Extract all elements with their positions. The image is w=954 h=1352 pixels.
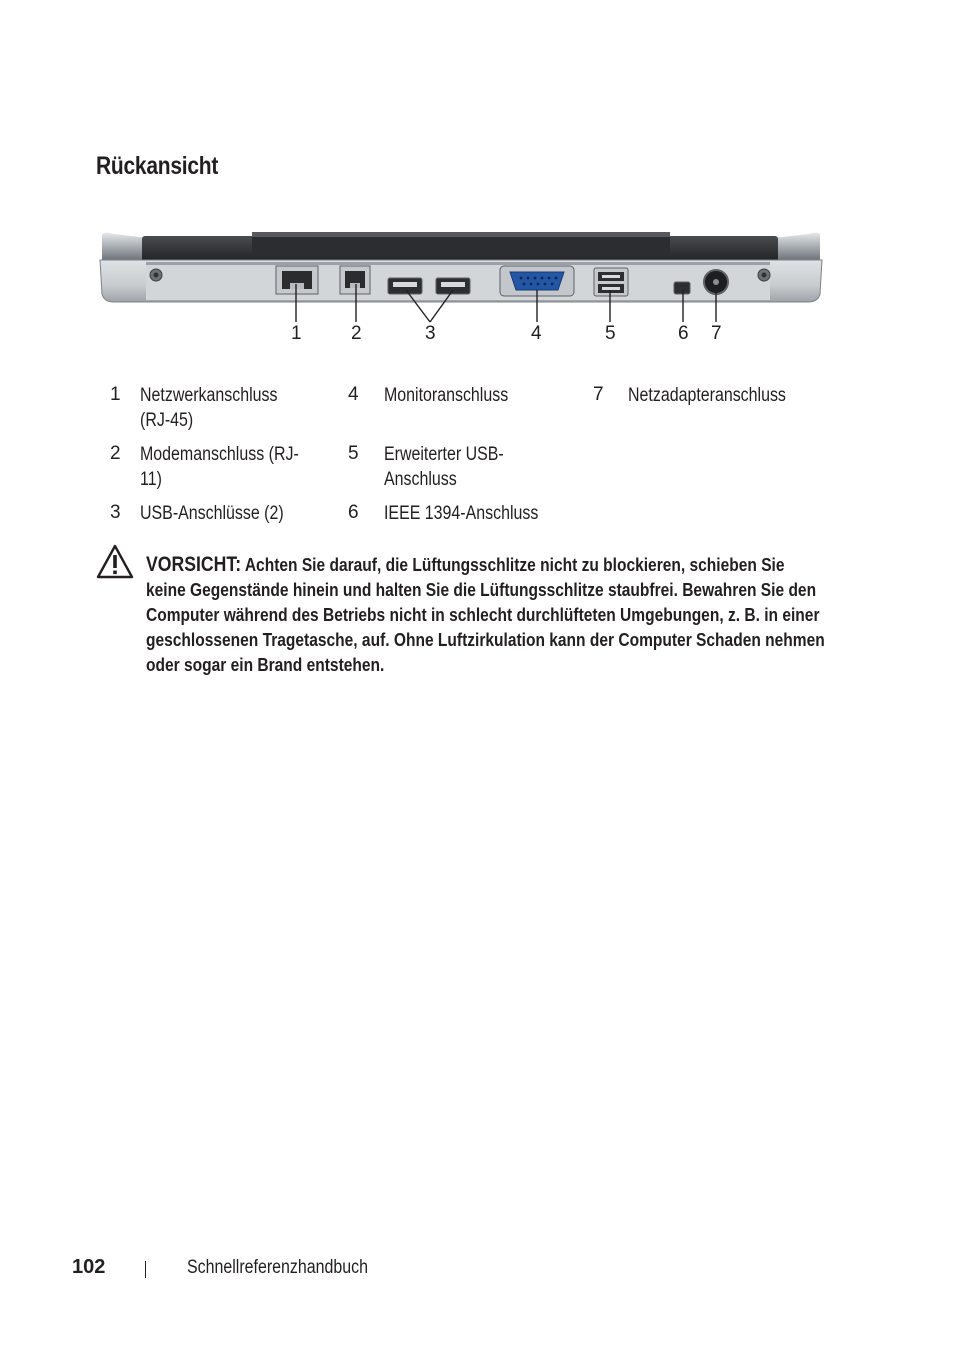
callout-5: 5 bbox=[605, 323, 616, 344]
callout-4: 4 bbox=[531, 323, 542, 344]
ieee1394-port bbox=[674, 282, 690, 294]
legend-item-ieee1394: IEEE 1394-Anschluss bbox=[384, 503, 539, 524]
legend-number: 7 bbox=[593, 384, 604, 405]
footer-divider bbox=[145, 1261, 146, 1278]
legend-number: 2 bbox=[110, 443, 121, 464]
legend-number: 5 bbox=[348, 443, 359, 464]
legend-item-rj45: Netzwerkanschluss (RJ-45) bbox=[140, 385, 278, 431]
callout-3: 3 bbox=[425, 323, 436, 344]
callout-2: 2 bbox=[351, 323, 362, 344]
page-number: 102 bbox=[72, 1256, 106, 1278]
legend-number: 4 bbox=[348, 384, 359, 405]
legend-number: 6 bbox=[348, 502, 359, 523]
callout-6: 6 bbox=[678, 323, 689, 344]
footer-title: Schnellreferenzhandbuch bbox=[187, 1257, 369, 1278]
caution-notice bbox=[146, 552, 946, 677]
legend-item-rj11: Modemanschluss (RJ-11) bbox=[140, 444, 299, 490]
legend-item-powered-usb: Erweiterter USB-Anschluss bbox=[384, 444, 504, 490]
legend-item-power-adapter: Netzadapteranschluss bbox=[628, 385, 786, 406]
caution-text: Achten Sie darauf, die Lüftungsschlitze nicht zu blockieren, schieben Sie keine Gegenstände hinein und halten Sie die Lüftungsschlitze staubfrei. Bewahren Sie den Computer während des Betriebs nicht in schlecht durchlüfteten Umgebungen, z. B. in einer geschlossenen Tragetasche, auf. Ohne Luftzirkulation kann der Computer Schaden nehmen oder sogar ein Brand entstehen. bbox=[146, 554, 825, 675]
callout-1: 1 bbox=[291, 323, 302, 344]
warning-triangle-icon bbox=[96, 544, 134, 580]
page-title: Rückansicht bbox=[96, 152, 219, 180]
legend-number: 3 bbox=[110, 502, 121, 523]
legend-item-usb: USB-Anschlüsse (2) bbox=[140, 503, 284, 524]
legend-number: 1 bbox=[110, 384, 121, 405]
legend-item-monitor: Monitoranschluss bbox=[384, 385, 509, 406]
callout-7: 7 bbox=[711, 323, 722, 344]
caution-label: VORSICHT: bbox=[146, 553, 242, 576]
lid-edge bbox=[102, 233, 148, 260]
